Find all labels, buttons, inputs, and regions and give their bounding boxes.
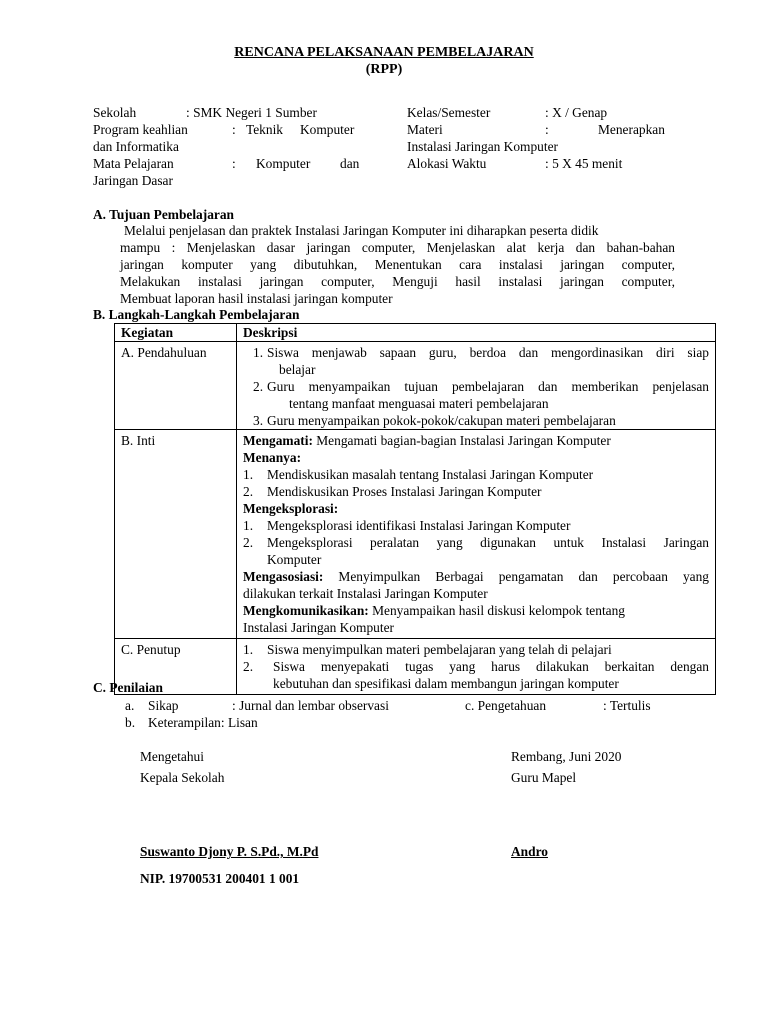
deskripsi-penutup <box>237 639 716 695</box>
header-deskripsi: Deskripsi <box>237 324 716 342</box>
section-a-line: Melakukan instalasi jaringan computer, Menguji hasil instalasi jaringan computer, <box>120 274 675 289</box>
program-label: Program keahlian <box>93 122 188 137</box>
deskripsi-inti <box>237 430 716 639</box>
section-b-heading: B. Langkah-Langkah Pembelajaran <box>93 307 300 322</box>
kegiatan-pendahuluan: A. Pendahuluan <box>115 342 237 430</box>
kelas-value: : X / Genap <box>545 105 608 120</box>
list-item: 2. Siswa menyepakati tugas yang harus dilakukan berkaitan dengan kebutuhan dan spesifikasi dalam membangun jaringan komputer <box>243 659 709 691</box>
section-a-paragraph <box>120 222 675 307</box>
table-row <box>115 342 716 430</box>
table-header-row <box>115 324 716 342</box>
kegiatan-penutup: C. Penutup <box>115 639 237 695</box>
list-item: 2. Mengeksplorasi peralatan yang digunakan untuk Instalasi Jaringan Komputer <box>243 535 709 567</box>
langkah-table <box>114 323 716 695</box>
sign-right-line1: Rembang, Juni 2020 <box>511 749 622 764</box>
list-item: 3. Guru menyampaikan pokok-pokok/cakupan materi pembelajaran <box>253 413 616 428</box>
deskripsi-pendahuluan <box>237 342 716 430</box>
eksplorasi-heading: Mengeksplorasi: <box>243 501 339 516</box>
penilaian-a-marker: a. <box>125 698 135 713</box>
mapel-value-cont: Jaringan Dasar <box>93 173 173 188</box>
teacher-name: Andro <box>511 844 548 859</box>
principal-nip: NIP. 19700531 200401 1 001 <box>140 871 300 886</box>
list-item: 2. Mendiskusikan Proses Instalasi Jaringan Komputer <box>243 484 542 499</box>
program-value-1: Teknik <box>246 122 283 137</box>
kegiatan-inti: B. Inti <box>115 430 237 639</box>
sign-right-line2: Guru Mapel <box>511 770 577 785</box>
sign-left-line1: Mengetahui <box>140 749 204 764</box>
alokasi-label: Alokasi Waktu <box>407 156 487 171</box>
penilaian-pengetahuan-value: : Tertulis <box>603 698 651 713</box>
program-value-cont: dan Informatika <box>93 139 179 154</box>
mapel-label: Mata Pelajaran <box>93 156 174 171</box>
asosiasi-line: Mengasosiasi: Menyimpulkan Berbagai pengamatan dan percobaan yang <box>243 569 709 584</box>
header-kegiatan: Kegiatan <box>115 324 237 342</box>
materi-value-cont: Instalasi Jaringan Komputer <box>407 139 558 154</box>
sign-left-line2: Kepala Sekolah <box>140 770 225 785</box>
document-subtitle: (RPP) <box>365 62 403 77</box>
program-colon: : <box>232 122 236 137</box>
section-a-heading: A. Tujuan Pembelajaran <box>93 207 234 222</box>
alokasi-value: : 5 X 45 menit <box>545 156 623 171</box>
section-c-heading: C. Penilaian <box>93 680 163 695</box>
materi-colon: : <box>545 122 549 137</box>
komunikasi-line: Mengkomunikasikan: Menyampaikan hasil diskusi kelompok tentang <box>243 603 626 618</box>
penilaian-b-marker: b. <box>125 715 136 730</box>
penilaian-keterampilan: Keterampilan: Lisan <box>148 715 258 730</box>
section-a-line: jaringan komputer yang dibutuhkan, Menentukan cara instalasi jaringan computer, <box>120 257 675 272</box>
table-row <box>115 639 716 695</box>
penilaian-sikap-label: Sikap <box>148 698 179 713</box>
materi-label: Materi <box>407 122 443 137</box>
section-a-line: Membuat laporan hasil instalasi jaringan komputer <box>120 291 393 306</box>
document-title: RENCANA PELAKSANAAN PEMBELAJARAN <box>234 45 534 60</box>
kelas-label: Kelas/Semester <box>407 105 491 120</box>
program-value-2: Komputer <box>300 122 355 137</box>
mapel-value-1: Komputer <box>256 156 311 171</box>
menanya-heading: Menanya: <box>243 450 302 465</box>
mapel-value-2: dan <box>340 156 360 171</box>
list-item: 2. Guru menyampaikan tujuan pembelajaran dan memberikan penjelasan tentang manfaat menguasai materi pembelajaran <box>253 379 709 411</box>
penilaian-pengetahuan-label: c. Pengetahuan <box>465 698 547 713</box>
list-item: 1. Mendiskusikan masalah tentang Instalasi Jaringan Komputer <box>243 467 594 482</box>
list-item: 1. Mengeksplorasi identifikasi Instalasi Jaringan Komputer <box>243 518 571 533</box>
materi-value-1: Menerapkan <box>598 122 665 137</box>
asosiasi-line-2: dilakukan terkait Instalasi Jaringan Komputer <box>243 586 488 601</box>
sekolah-value: : SMK Negeri 1 Sumber <box>186 105 317 120</box>
mengamati-line: Mengamati: Mengamati bagian-bagian Instalasi Jaringan Komputer <box>243 433 611 448</box>
principal-name: Suswanto Djony P. S.Pd., M.Pd <box>140 844 319 859</box>
sekolah-label: Sekolah <box>93 105 137 120</box>
komunikasi-line-2: Instalasi Jaringan Komputer <box>243 620 394 635</box>
penilaian-sikap-value: : Jurnal dan lembar observasi <box>232 698 389 713</box>
mapel-colon: : <box>232 156 236 171</box>
section-a-line: mampu : Menjelaskan dasar jaringan computer, Menjelaskan alat kerja dan bahan-bahan <box>120 240 675 255</box>
section-a-line: Melalui penjelasan dan praktek Instalasi Jaringan Komputer ini diharapkan peserta didik <box>124 223 599 238</box>
list-item: 1. Siswa menjawab sapaan guru, berdoa dan mengordinasikan diri siap belajar <box>253 345 709 377</box>
table-row <box>115 430 716 639</box>
list-item: 1. Siswa menyimpulkan materi pembelajaran yang telah di pelajari <box>243 642 612 657</box>
